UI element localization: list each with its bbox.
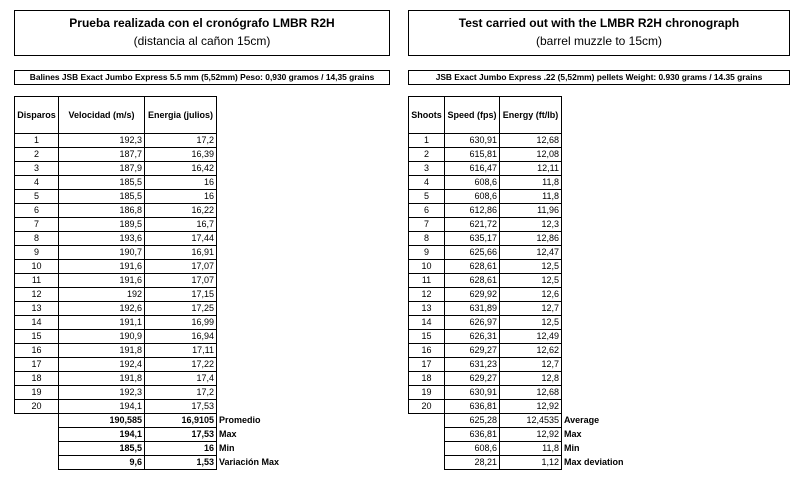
- spacer-cell: [217, 97, 373, 134]
- spanish-title: Prueba realizada con el cronógrafo LMBR R2H: [69, 16, 335, 30]
- summary-speed: 636,81: [445, 428, 500, 442]
- spacer-cell: [562, 246, 761, 260]
- energy-value: 12,86: [500, 232, 562, 246]
- summary-row: [15, 428, 373, 442]
- spacer-cell: [562, 372, 761, 386]
- speed-value: 185,5: [59, 190, 145, 204]
- spacer-cell: [217, 176, 373, 190]
- summary-energy: 16,9105: [145, 414, 217, 428]
- spacer-cell: [562, 232, 761, 246]
- column-header: Disparos: [15, 97, 59, 134]
- energy-value: 16,39: [145, 148, 217, 162]
- spacer-cell: [217, 190, 373, 204]
- summary-speed: 185,5: [59, 442, 145, 456]
- shot-number: 17: [409, 358, 445, 372]
- speed-value: 625,66: [445, 246, 500, 260]
- speed-value: 612,86: [445, 204, 500, 218]
- speed-value: 628,61: [445, 260, 500, 274]
- speed-value: 192,3: [59, 134, 145, 148]
- energy-value: 12,7: [500, 358, 562, 372]
- energy-value: 17,22: [145, 358, 217, 372]
- table-row: [15, 246, 373, 260]
- speed-value: 191,6: [59, 274, 145, 288]
- table-row: [15, 302, 373, 316]
- speed-value: 629,92: [445, 288, 500, 302]
- speed-value: 187,7: [59, 148, 145, 162]
- speed-value: 191,8: [59, 372, 145, 386]
- table-row: [409, 274, 761, 288]
- speed-value: 191,6: [59, 260, 145, 274]
- energy-value: 12,6: [500, 288, 562, 302]
- table-row: [409, 134, 761, 148]
- table-row: [15, 400, 373, 414]
- summary-row: [409, 414, 761, 428]
- shot-number: 14: [15, 316, 59, 330]
- speed-value: 621,72: [445, 218, 500, 232]
- shot-number: 9: [15, 246, 59, 260]
- table-row: [15, 386, 373, 400]
- table-row: [409, 288, 761, 302]
- summary-label: Min: [564, 443, 580, 453]
- table-row: [409, 302, 761, 316]
- shot-number: 15: [409, 330, 445, 344]
- shot-number: 5: [409, 190, 445, 204]
- spacer-cell: [409, 414, 445, 428]
- spacer-cell: [217, 260, 373, 274]
- summary-speed: 190,585: [59, 414, 145, 428]
- table-row: [15, 358, 373, 372]
- summary-label: Max deviation: [564, 457, 624, 467]
- column-header: Energy (ft/lb): [500, 97, 562, 134]
- summary-row: [409, 456, 761, 470]
- summary-speed: 194,1: [59, 428, 145, 442]
- speed-value: 192,6: [59, 302, 145, 316]
- energy-value: 12,5: [500, 260, 562, 274]
- summary-energy: 17,53: [145, 428, 217, 442]
- shot-number: 18: [409, 372, 445, 386]
- summary-label: Promedio: [219, 415, 261, 425]
- spacer-cell: [409, 442, 445, 456]
- table-row: [15, 148, 373, 162]
- summary-energy: 12,4535: [500, 414, 562, 428]
- spacer-cell: [217, 148, 373, 162]
- energy-value: 16,94: [145, 330, 217, 344]
- summary-speed: 608,6: [445, 442, 500, 456]
- energy-value: 12,62: [500, 344, 562, 358]
- summary-label: Variación Max: [219, 457, 280, 467]
- spacer-cell: [562, 344, 761, 358]
- summary-row: [15, 456, 373, 470]
- column-header: Energia (julios): [145, 97, 217, 134]
- summary-energy: 1,12: [500, 456, 562, 470]
- speed-value: 629,27: [445, 344, 500, 358]
- energy-value: 12,8: [500, 372, 562, 386]
- speed-value: 608,6: [445, 190, 500, 204]
- spacer-cell: [562, 400, 761, 414]
- speed-value: 185,5: [59, 176, 145, 190]
- shot-number: 2: [15, 148, 59, 162]
- spacer-cell: [217, 204, 373, 218]
- spacer-cell: [15, 428, 59, 442]
- speed-value: 189,5: [59, 218, 145, 232]
- speed-value: 635,17: [445, 232, 500, 246]
- summary-label: Max: [219, 429, 237, 439]
- summary-label: Max: [564, 429, 582, 439]
- spacer-cell: [562, 358, 761, 372]
- table-row: [409, 246, 761, 260]
- spacer-cell: [217, 302, 373, 316]
- shot-number: 4: [409, 176, 445, 190]
- energy-value: 17,07: [145, 274, 217, 288]
- spacer-cell: [562, 260, 761, 274]
- shot-number: 11: [409, 274, 445, 288]
- energy-value: 16: [145, 190, 217, 204]
- spacer-cell: [562, 134, 761, 148]
- table-row: [409, 400, 761, 414]
- spacer-cell: [217, 162, 373, 176]
- energy-value: 17,2: [145, 386, 217, 400]
- table-row: [15, 274, 373, 288]
- shot-number: 5: [15, 190, 59, 204]
- spanish-title-box: [14, 10, 390, 56]
- spacer-cell: [409, 428, 445, 442]
- table-row: [409, 386, 761, 400]
- shot-number: 3: [15, 162, 59, 176]
- summary-row: [409, 428, 761, 442]
- table-row: [409, 260, 761, 274]
- summary-row: [409, 442, 761, 456]
- table-row: [15, 232, 373, 246]
- table-row: [409, 372, 761, 386]
- speed-value: 631,23: [445, 358, 500, 372]
- energy-value: 17,2: [145, 134, 217, 148]
- table-row: [15, 190, 373, 204]
- shot-number: 8: [409, 232, 445, 246]
- energy-value: 11,96: [500, 204, 562, 218]
- energy-value: 17,15: [145, 288, 217, 302]
- shot-number: 16: [15, 344, 59, 358]
- energy-value: 12,68: [500, 134, 562, 148]
- summary-label: Min: [219, 443, 235, 453]
- shot-number: 7: [15, 218, 59, 232]
- spacer-cell: [15, 456, 59, 470]
- spacer-cell: [217, 218, 373, 232]
- shot-number: 1: [15, 134, 59, 148]
- energy-value: 16: [145, 176, 217, 190]
- shot-number: 17: [15, 358, 59, 372]
- energy-value: 16,99: [145, 316, 217, 330]
- speed-value: 192: [59, 288, 145, 302]
- summary-label: Average: [564, 415, 600, 425]
- speed-value: 626,31: [445, 330, 500, 344]
- speed-value: 608,6: [445, 176, 500, 190]
- table-row: [15, 330, 373, 344]
- shot-number: 19: [409, 386, 445, 400]
- energy-value: 12,5: [500, 316, 562, 330]
- spacer-cell: [217, 288, 373, 302]
- shot-number: 6: [15, 204, 59, 218]
- summary-speed: 625,28: [445, 414, 500, 428]
- column-header: Speed (fps): [445, 97, 500, 134]
- english-title-box: [408, 10, 790, 56]
- summary-energy: 1,53: [145, 456, 217, 470]
- energy-value: 17,53: [145, 400, 217, 414]
- spacer-cell: [562, 274, 761, 288]
- summary-speed: 28,21: [445, 456, 500, 470]
- spacer-cell: [217, 134, 373, 148]
- speed-value: 191,8: [59, 344, 145, 358]
- shot-number: 7: [409, 218, 445, 232]
- summary-energy: 16: [145, 442, 217, 456]
- energy-value: 12,11: [500, 162, 562, 176]
- speed-value: 190,7: [59, 246, 145, 260]
- table-row: [409, 358, 761, 372]
- shot-number: 16: [409, 344, 445, 358]
- shot-number: 20: [409, 400, 445, 414]
- speed-value: 630,91: [445, 134, 500, 148]
- energy-value: 11,8: [500, 176, 562, 190]
- table-row: [15, 288, 373, 302]
- header-row: [15, 97, 373, 134]
- shot-number: 15: [15, 330, 59, 344]
- energy-value: 12,47: [500, 246, 562, 260]
- spanish-results-table: [14, 96, 373, 470]
- spacer-cell: [217, 344, 373, 358]
- spacer-cell: [562, 97, 761, 134]
- spacer-cell: [217, 358, 373, 372]
- energy-value: 16,7: [145, 218, 217, 232]
- table-row: [409, 148, 761, 162]
- shot-number: 12: [409, 288, 445, 302]
- speed-value: 191,1: [59, 316, 145, 330]
- header-row: [409, 97, 761, 134]
- table-row: [15, 372, 373, 386]
- spacer-cell: [409, 456, 445, 470]
- table-row: [15, 218, 373, 232]
- table-row: [409, 232, 761, 246]
- speed-value: 192,4: [59, 358, 145, 372]
- english-results-table: [408, 96, 761, 470]
- spacer-cell: [217, 274, 373, 288]
- energy-value: 16,42: [145, 162, 217, 176]
- speed-value: 616,47: [445, 162, 500, 176]
- shot-number: 14: [409, 316, 445, 330]
- speed-value: 630,91: [445, 386, 500, 400]
- spacer-cell: [562, 148, 761, 162]
- table-row: [15, 134, 373, 148]
- shot-number: 18: [15, 372, 59, 386]
- spacer-cell: [562, 330, 761, 344]
- summary-row: [15, 414, 373, 428]
- table-row: [409, 176, 761, 190]
- speed-value: 631,89: [445, 302, 500, 316]
- speed-value: 615,81: [445, 148, 500, 162]
- shot-number: 10: [409, 260, 445, 274]
- speed-value: 626,97: [445, 316, 500, 330]
- shot-number: 9: [409, 246, 445, 260]
- shot-number: 10: [15, 260, 59, 274]
- shot-number: 11: [15, 274, 59, 288]
- energy-value: 12,7: [500, 302, 562, 316]
- energy-value: 16,91: [145, 246, 217, 260]
- energy-value: 12,92: [500, 400, 562, 414]
- energy-value: 12,5: [500, 274, 562, 288]
- energy-value: 16,22: [145, 204, 217, 218]
- summary-speed: 9,6: [59, 456, 145, 470]
- shot-number: 13: [15, 302, 59, 316]
- energy-value: 17,44: [145, 232, 217, 246]
- shot-number: 4: [15, 176, 59, 190]
- speed-value: 187,9: [59, 162, 145, 176]
- shot-number: 13: [409, 302, 445, 316]
- energy-value: 17,25: [145, 302, 217, 316]
- table-row: [15, 316, 373, 330]
- shot-number: 6: [409, 204, 445, 218]
- energy-value: 12,49: [500, 330, 562, 344]
- table-row: [15, 260, 373, 274]
- speed-value: 186,8: [59, 204, 145, 218]
- speed-value: 190,9: [59, 330, 145, 344]
- spacer-cell: [15, 442, 59, 456]
- shot-number: 19: [15, 386, 59, 400]
- shot-number: 3: [409, 162, 445, 176]
- energy-value: 12,08: [500, 148, 562, 162]
- table-row: [15, 344, 373, 358]
- summary-energy: 12,92: [500, 428, 562, 442]
- spacer-cell: [562, 316, 761, 330]
- table-row: [409, 190, 761, 204]
- summary-row: [15, 442, 373, 456]
- shot-number: 2: [409, 148, 445, 162]
- speed-value: 629,27: [445, 372, 500, 386]
- spacer-cell: [217, 400, 373, 414]
- energy-value: 17,11: [145, 344, 217, 358]
- table-row: [15, 176, 373, 190]
- spacer-cell: [562, 386, 761, 400]
- spacer-cell: [562, 288, 761, 302]
- column-header: Shoots: [409, 97, 445, 134]
- table-row: [409, 204, 761, 218]
- table-row: [409, 218, 761, 232]
- spacer-cell: [217, 232, 373, 246]
- spacer-cell: [217, 386, 373, 400]
- column-header: Velocidad (m/s): [59, 97, 145, 134]
- energy-value: 17,4: [145, 372, 217, 386]
- spacer-cell: [562, 302, 761, 316]
- spacer-cell: [562, 218, 761, 232]
- shot-number: 1: [409, 134, 445, 148]
- summary-energy: 11,8: [500, 442, 562, 456]
- speed-value: 193,6: [59, 232, 145, 246]
- table-row: [15, 204, 373, 218]
- english-subtitle: (barrel muzzle to 15cm): [535, 34, 663, 48]
- spacer-cell: [217, 372, 373, 386]
- shot-number: 8: [15, 232, 59, 246]
- energy-value: 11,8: [500, 190, 562, 204]
- table-row: [15, 162, 373, 176]
- english-title: Test carried out with the LMBR R2H chronograph: [458, 16, 740, 30]
- spacer-cell: [562, 204, 761, 218]
- table-row: [409, 162, 761, 176]
- spacer-cell: [217, 330, 373, 344]
- energy-value: 17,07: [145, 260, 217, 274]
- spacer-cell: [562, 190, 761, 204]
- table-row: [409, 330, 761, 344]
- table-row: [409, 344, 761, 358]
- table-row: [409, 316, 761, 330]
- speed-value: 628,61: [445, 274, 500, 288]
- shot-number: 12: [15, 288, 59, 302]
- english-pellet-info: JSB Exact Jumbo Express .22 (5,52mm) pellets Weight: 0.930 grams / 14.35 grains: [408, 70, 790, 85]
- spacer-cell: [217, 316, 373, 330]
- spacer-cell: [562, 176, 761, 190]
- spacer-cell: [562, 162, 761, 176]
- spacer-cell: [217, 246, 373, 260]
- spanish-pellet-info: Balines JSB Exact Jumbo Express 5.5 mm (5,52mm) Peso: 0,930 gramos / 14,35 grains: [14, 70, 390, 85]
- spanish-subtitle: (distancia al cañon 15cm): [133, 34, 271, 48]
- spacer-cell: [15, 414, 59, 428]
- shot-number: 20: [15, 400, 59, 414]
- speed-value: 636,81: [445, 400, 500, 414]
- energy-value: 12,68: [500, 386, 562, 400]
- energy-value: 12,3: [500, 218, 562, 232]
- speed-value: 194,1: [59, 400, 145, 414]
- speed-value: 192,3: [59, 386, 145, 400]
